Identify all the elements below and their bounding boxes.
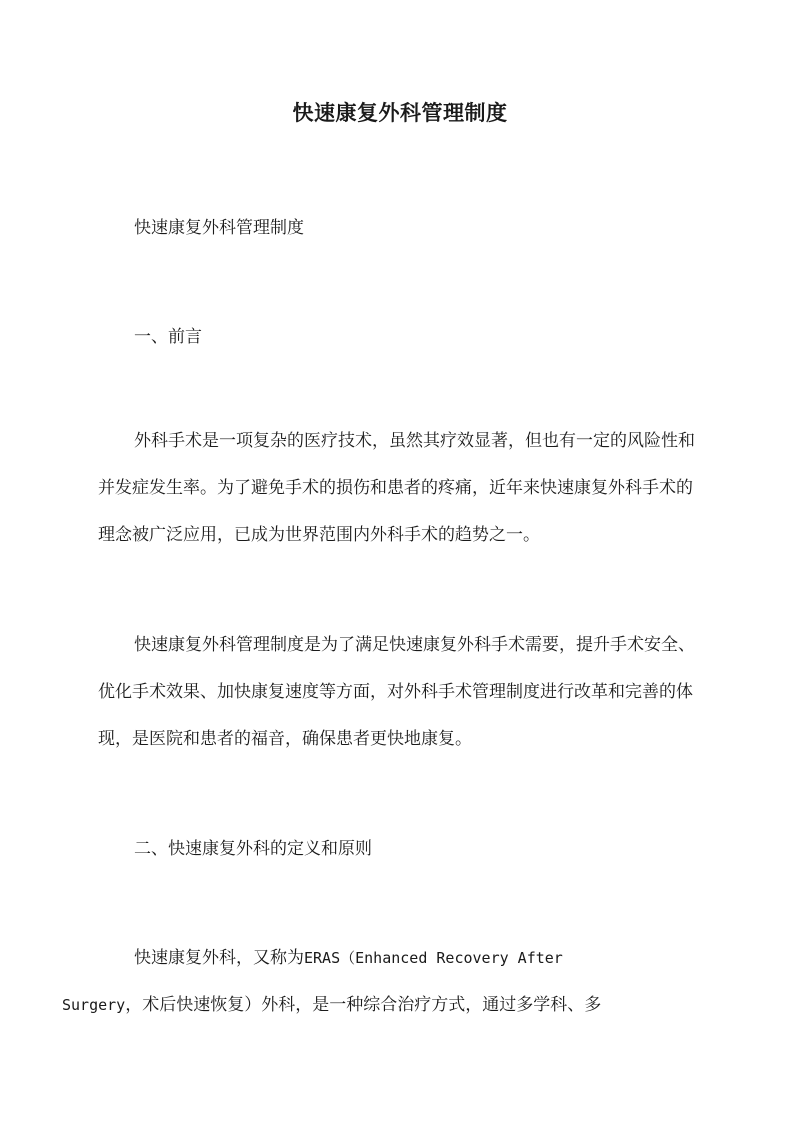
definition-rest: ，术后快速恢复）外科，是一种综合治疗方式，通过多学科、多 bbox=[125, 995, 602, 1015]
section-heading-preface: 一、前言 bbox=[134, 327, 202, 347]
surgery-term: Surgery bbox=[62, 996, 126, 1014]
document-subtitle: 快速康复外科管理制度 bbox=[134, 218, 304, 238]
paragraph-intro: 外科手术是一项复杂的医疗技术，虽然其疗效显著，但也有一定的风险性和并发症发生率。为了避免手术的损伤和患者的疼痛，近年来快速康复外科手术的理念被广泛应用，已成为世界范围内外科手术的趋势之一。 bbox=[98, 431, 695, 545]
document-title: 快速康复外科管理制度 bbox=[292, 100, 508, 125]
paragraph-definition bbox=[62, 935, 706, 1029]
eras-term: ERAS（Enhanced Recovery After bbox=[304, 949, 563, 967]
definition-lead: 快速康复外科，又称为 bbox=[134, 948, 304, 968]
paragraph-purpose: 快速康复外科管理制度是为了满足快速康复外科手术需要，提升手术安全、优化手术效果、加快康复速度等方面，对外科手术管理制度进行改革和完善的体现，是医院和患者的福音，确保患者更快地康复。 bbox=[98, 635, 695, 749]
section-heading-definition: 二、快速康复外科的定义和原则 bbox=[134, 839, 372, 859]
